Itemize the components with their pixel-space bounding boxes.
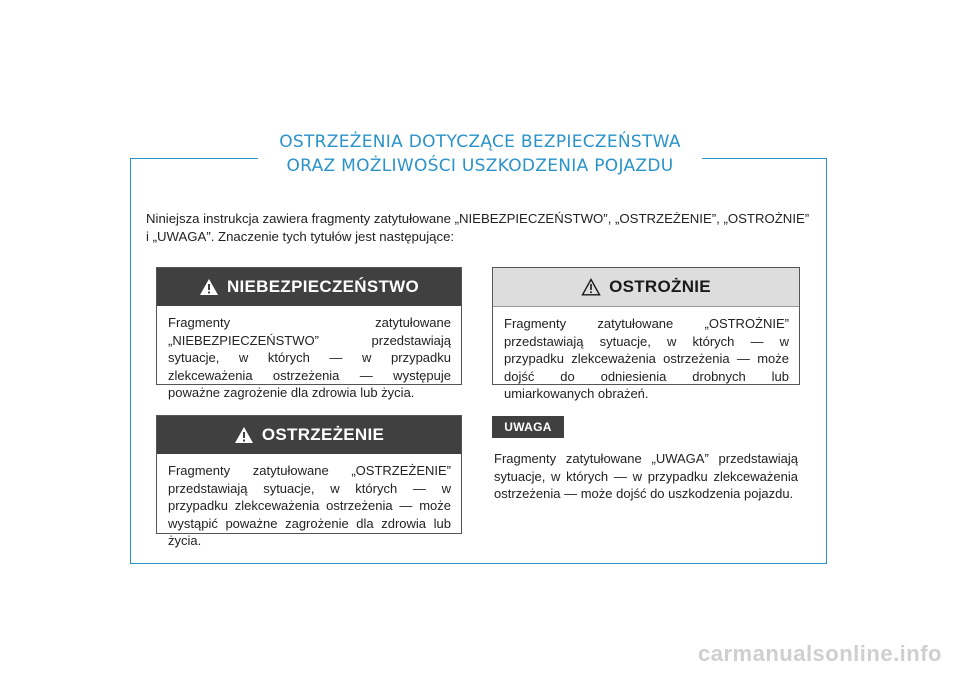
section-heading	[258, 130, 702, 178]
heading-line-1: OSTRZEŻENIA DOTYCZĄCE BEZPIECZEŃSTWA	[279, 132, 681, 152]
warning-triangle-icon	[199, 278, 219, 296]
danger-title: NIEBEZPIECZEŃSTWO	[226, 277, 420, 296]
notice-text: Fragmenty zatytułowane „UWAGA” przedstawiają sytuacje, w których — w przypadku zlekceważenia ostrzeżenia — może dojść do uszkodzenia pojazdu.	[494, 451, 798, 501]
warning-box	[156, 415, 462, 548]
heading-line-2: ORAZ MOŻLIWOŚCI USZKODZENIA POJAZDU	[286, 156, 674, 176]
danger-text: Fragmenty zatytułowane „NIEBEZPIECZEŃSTWO” przedstawiają sytuacje, w których — w przypadku zlekceważenia ostrzeżenia — występuje poważne zagrożenie dla zdrowia lub życia.	[168, 315, 451, 400]
caution-box	[492, 267, 800, 401]
notice-tag: UWAGA	[492, 416, 564, 438]
caution-title: OSTROŻNIE	[609, 277, 711, 296]
watermark: carmanualsonline.info	[698, 641, 942, 666]
danger-title-bar	[157, 268, 461, 306]
caution-text: Fragmenty zatytułowane „OSTROŻNIE” przedstawiają sytuacje, w których — w przypadku zlekceważenia ostrzeżenia — może dojść do odniesienia drobnych lub umiarkowanych obrażeń.	[504, 316, 789, 401]
intro-paragraph: Niniejsza instrukcja zawiera fragmenty zatytułowane „NIEBEZPIECZEŃSTWO”, „OSTRZEŻENIE”, „OSTROŻNIE” i „UWAGA”. Znaczenie tych tytułów jest następujące:	[146, 211, 810, 244]
warning-triangle-icon	[234, 426, 254, 444]
danger-box	[156, 267, 462, 400]
warning-text: Fragmenty zatytułowane „OSTRZEŻENIE” przedstawiają sytuacje, w których — w przypadku zlekceważenia ostrzeżenia — może wystąpić poważne zagrożenie dla zdrowia lub życia.	[168, 463, 451, 548]
warning-triangle-icon	[581, 278, 601, 296]
warning-title: OSTRZEŻENIE	[261, 425, 385, 444]
warning-title-bar	[157, 416, 461, 454]
caution-title-bar	[493, 268, 799, 307]
